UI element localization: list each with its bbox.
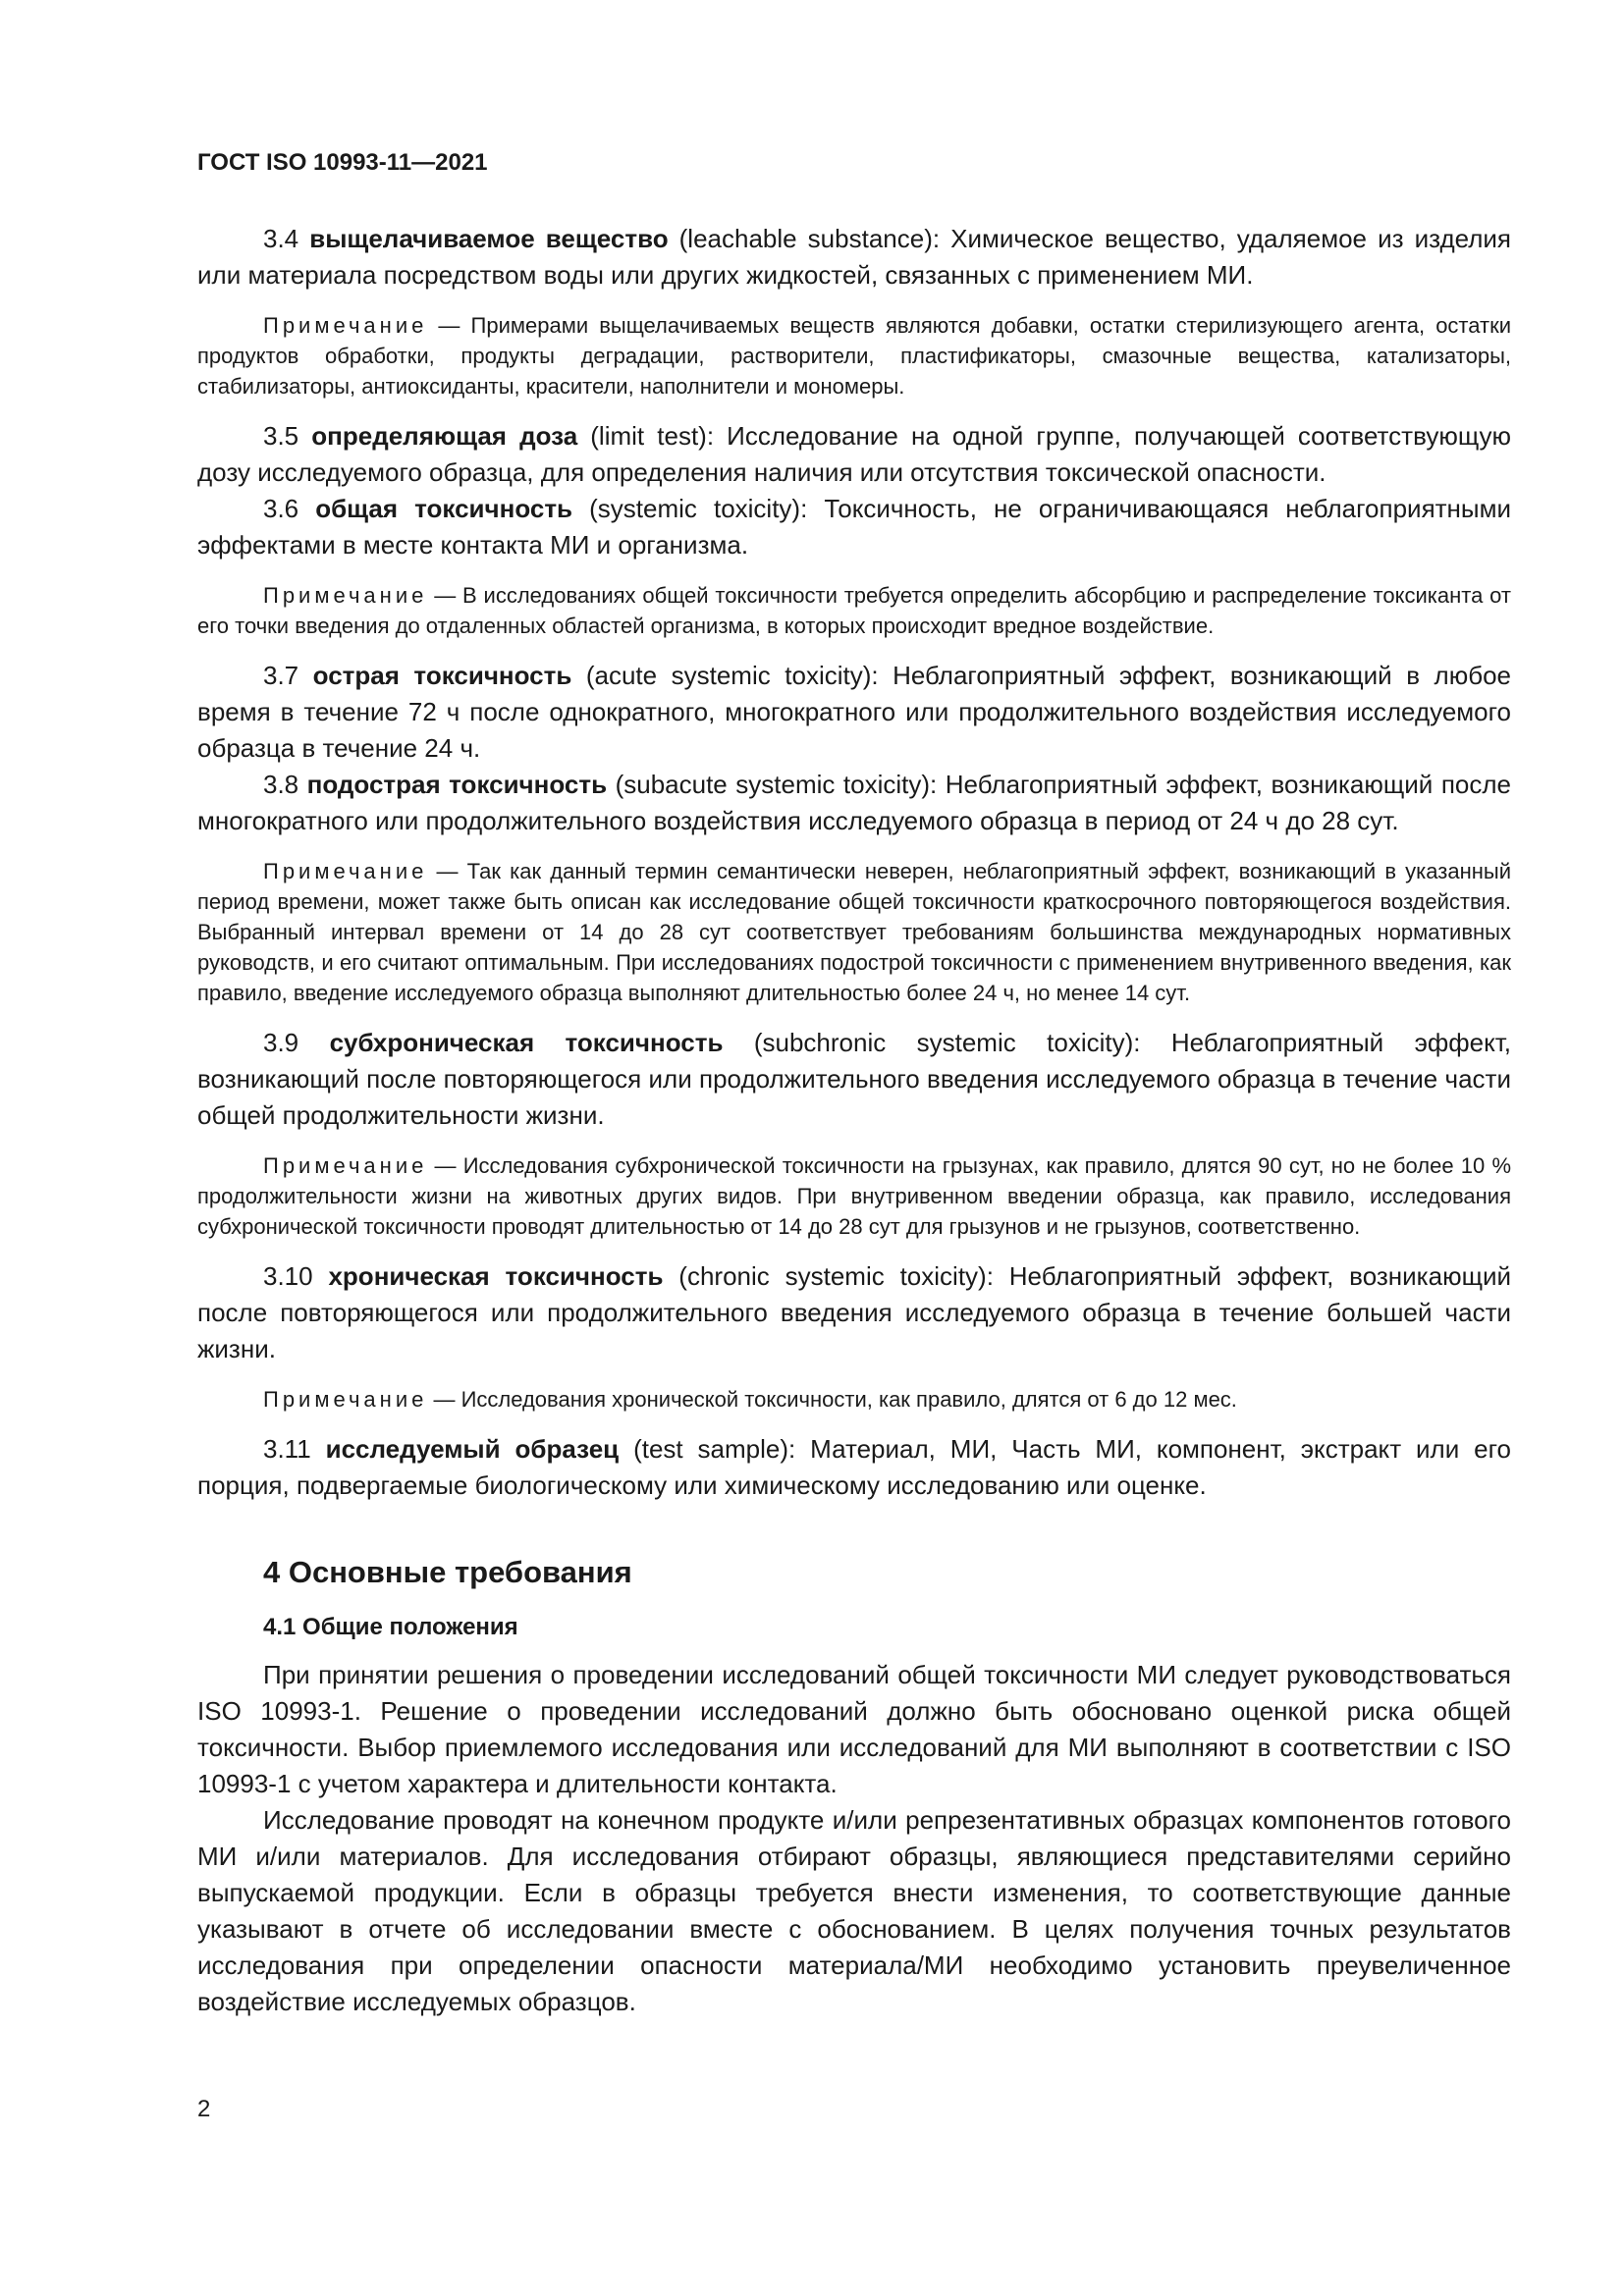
term-number: 3.4	[263, 224, 299, 253]
term-definition: (chronic systemic toxicity): Неблагоприятный эффект, возникающий после повторяющегося или продолжительного введения исследуемого образца в течение большей части жизни.	[197, 1261, 1512, 1363]
term-definition: (subchronic systemic toxicity): Неблагоприятный эффект, возникающий после повторяющегося или продолжительного введения исследуемого образца в течение части общей продолжительности жизни.	[197, 1028, 1511, 1130]
note-text: — В исследованиях общей токсичности требуется определить абсорбцию и распределение токсиканта от его точки введения до отдаленных областей организма, в которых происходит вредное воздействие.	[197, 583, 1511, 638]
term-number: 3.7	[263, 661, 299, 690]
term-definition: (acute systemic toxicity): Неблагоприятный эффект, возникающий в любое время в течение 72 ч после однократного, многократного или продолжительного воздействия исследуемого образца в течение 24 ч.	[197, 661, 1512, 763]
subsection-4-1-heading: 4.1 Общие положения	[263, 1614, 518, 1640]
note-label: Примечание	[263, 313, 428, 338]
term-3-4	[197, 221, 1511, 294]
term-title: общая токсичность	[315, 494, 573, 523]
note-3-10	[197, 1384, 1511, 1415]
term-definition: (test sample): Материал, МИ, Часть МИ, компонент, экстракт или его порция, подвергаемые биологическому или химическому исследованию или оценке.	[197, 1434, 1511, 1500]
term-title: подострая токсичность	[306, 770, 608, 799]
term-title: определяющая доза	[311, 421, 578, 451]
note-label: Примечание	[263, 859, 428, 883]
term-3-6	[197, 491, 1511, 563]
term-number: 3.10	[263, 1261, 313, 1291]
term-3-11	[197, 1431, 1511, 1504]
note-3-6	[197, 580, 1511, 641]
term-number: 3.9	[263, 1028, 299, 1057]
note-3-9	[197, 1150, 1511, 1242]
term-number: 3.8	[263, 770, 299, 799]
note-3-4	[197, 310, 1511, 401]
note-label: Примечание	[263, 1387, 428, 1412]
term-title: субхроническая токсичность	[329, 1028, 724, 1057]
note-label: Примечание	[263, 583, 428, 608]
term-definition: (leachable substance): Химическое вещество, удаляемое из изделия или материала посредством воды или других жидкостей, связанных с применением МИ.	[197, 224, 1511, 290]
term-3-5	[197, 418, 1511, 491]
document-header: ГОСТ ISO 10993-11—2021	[197, 149, 488, 176]
term-3-9	[197, 1025, 1511, 1134]
section-4-1-paragraph-1: При принятии решения о проведении исследований общей токсичности МИ следует руководствоваться ISO 10993-1. Решение о проведении исследований должно быть обосновано оценкой риска общей токсичности. Выбор приемлемого исследования или исследований для МИ выполняют в соответствии с ISO 10993-1 с учетом характера и длительности контакта.	[197, 1660, 1511, 1798]
term-definition: (systemic toxicity): Токсичность, не ограничивающаяся неблагоприятными эффектами в месте контакта МИ и организма.	[197, 494, 1512, 560]
note-3-8	[197, 856, 1511, 1008]
note-text: — Так как данный термин семантически неверен, неблагоприятный эффект, возникающий в указанный период времени, может также быть описан как исследование общей токсичности краткосрочного повторяющегося воздействия. Выбранный интервал времени от 14 до 28 сут соответствует требованиям большинства международных нормативных руководств, и его считают оптимальным. При исследованиях подострой токсичности с применением внутривенного введения, как правило, введение исследуемого образца выполняют длительностью более 24 ч, но менее 14 сут.	[197, 859, 1511, 1005]
note-text: — Исследования хронической токсичности, как правило, длятся от 6 до 12 мес.	[427, 1387, 1237, 1412]
term-title: острая токсичность	[312, 661, 572, 690]
term-3-7	[197, 658, 1511, 767]
term-title: хроническая токсичность	[328, 1261, 664, 1291]
term-title: выщелачиваемое вещество	[309, 224, 669, 253]
term-definition: (limit test): Исследование на одной группе, получающей соответствующую дозу исследуемого образца, для определения наличия или отсутствия токсической опасности.	[197, 421, 1511, 487]
section-4-heading: 4 Основные требования	[263, 1555, 632, 1589]
note-text: — Примерами выщелачиваемых веществ являются добавки, остатки стерилизующего агента, остатки продуктов обработки, продукты деградации, растворители, пластификаторы, смазочные вещества, катализаторы, стабилизаторы, антиоксиданты, красители, наполнители и мономеры.	[197, 313, 1511, 399]
term-definition: (subacute systemic toxicity): Неблагоприятный эффект, возникающий после многократного или продолжительного воздействия исследуемого образца в период от 24 ч до 28 сут.	[197, 770, 1511, 835]
term-number: 3.6	[263, 494, 299, 523]
term-3-10	[197, 1258, 1511, 1367]
section-4-1-paragraph-2: Исследование проводят на конечном продукте и/или репрезентативных образцах компонентов готового МИ и/или материалов. Для исследования отбирают образцы, являющиеся представителями серийно выпускаемой продукции. Если в образцы требуется внести изменения, то соответствующие данные указывают в отчете об исследовании вместе с обоснованием. В целях получения точных результатов исследования при определении опасности материала/МИ необходимо установить преувеличенное воздействие исследуемых образцов.	[197, 1805, 1511, 2016]
term-number: 3.11	[263, 1434, 311, 1464]
term-title: исследуемый образец	[325, 1434, 620, 1464]
term-3-8	[197, 767, 1511, 839]
note-text: — Исследования субхронической токсичности на грызунах, как правило, длятся 90 сут, но не более 10 % продолжительности жизни на животных других видов. При внутривенном введении образца, как правило, исследования субхронической токсичности проводят длительностью от 14 до 28 сут для грызунов и не грызунов, соответственно.	[197, 1153, 1511, 1239]
term-number: 3.5	[263, 421, 299, 451]
page-number: 2	[197, 2096, 211, 2122]
document-body	[197, 221, 1511, 2020]
note-label: Примечание	[263, 1153, 428, 1178]
